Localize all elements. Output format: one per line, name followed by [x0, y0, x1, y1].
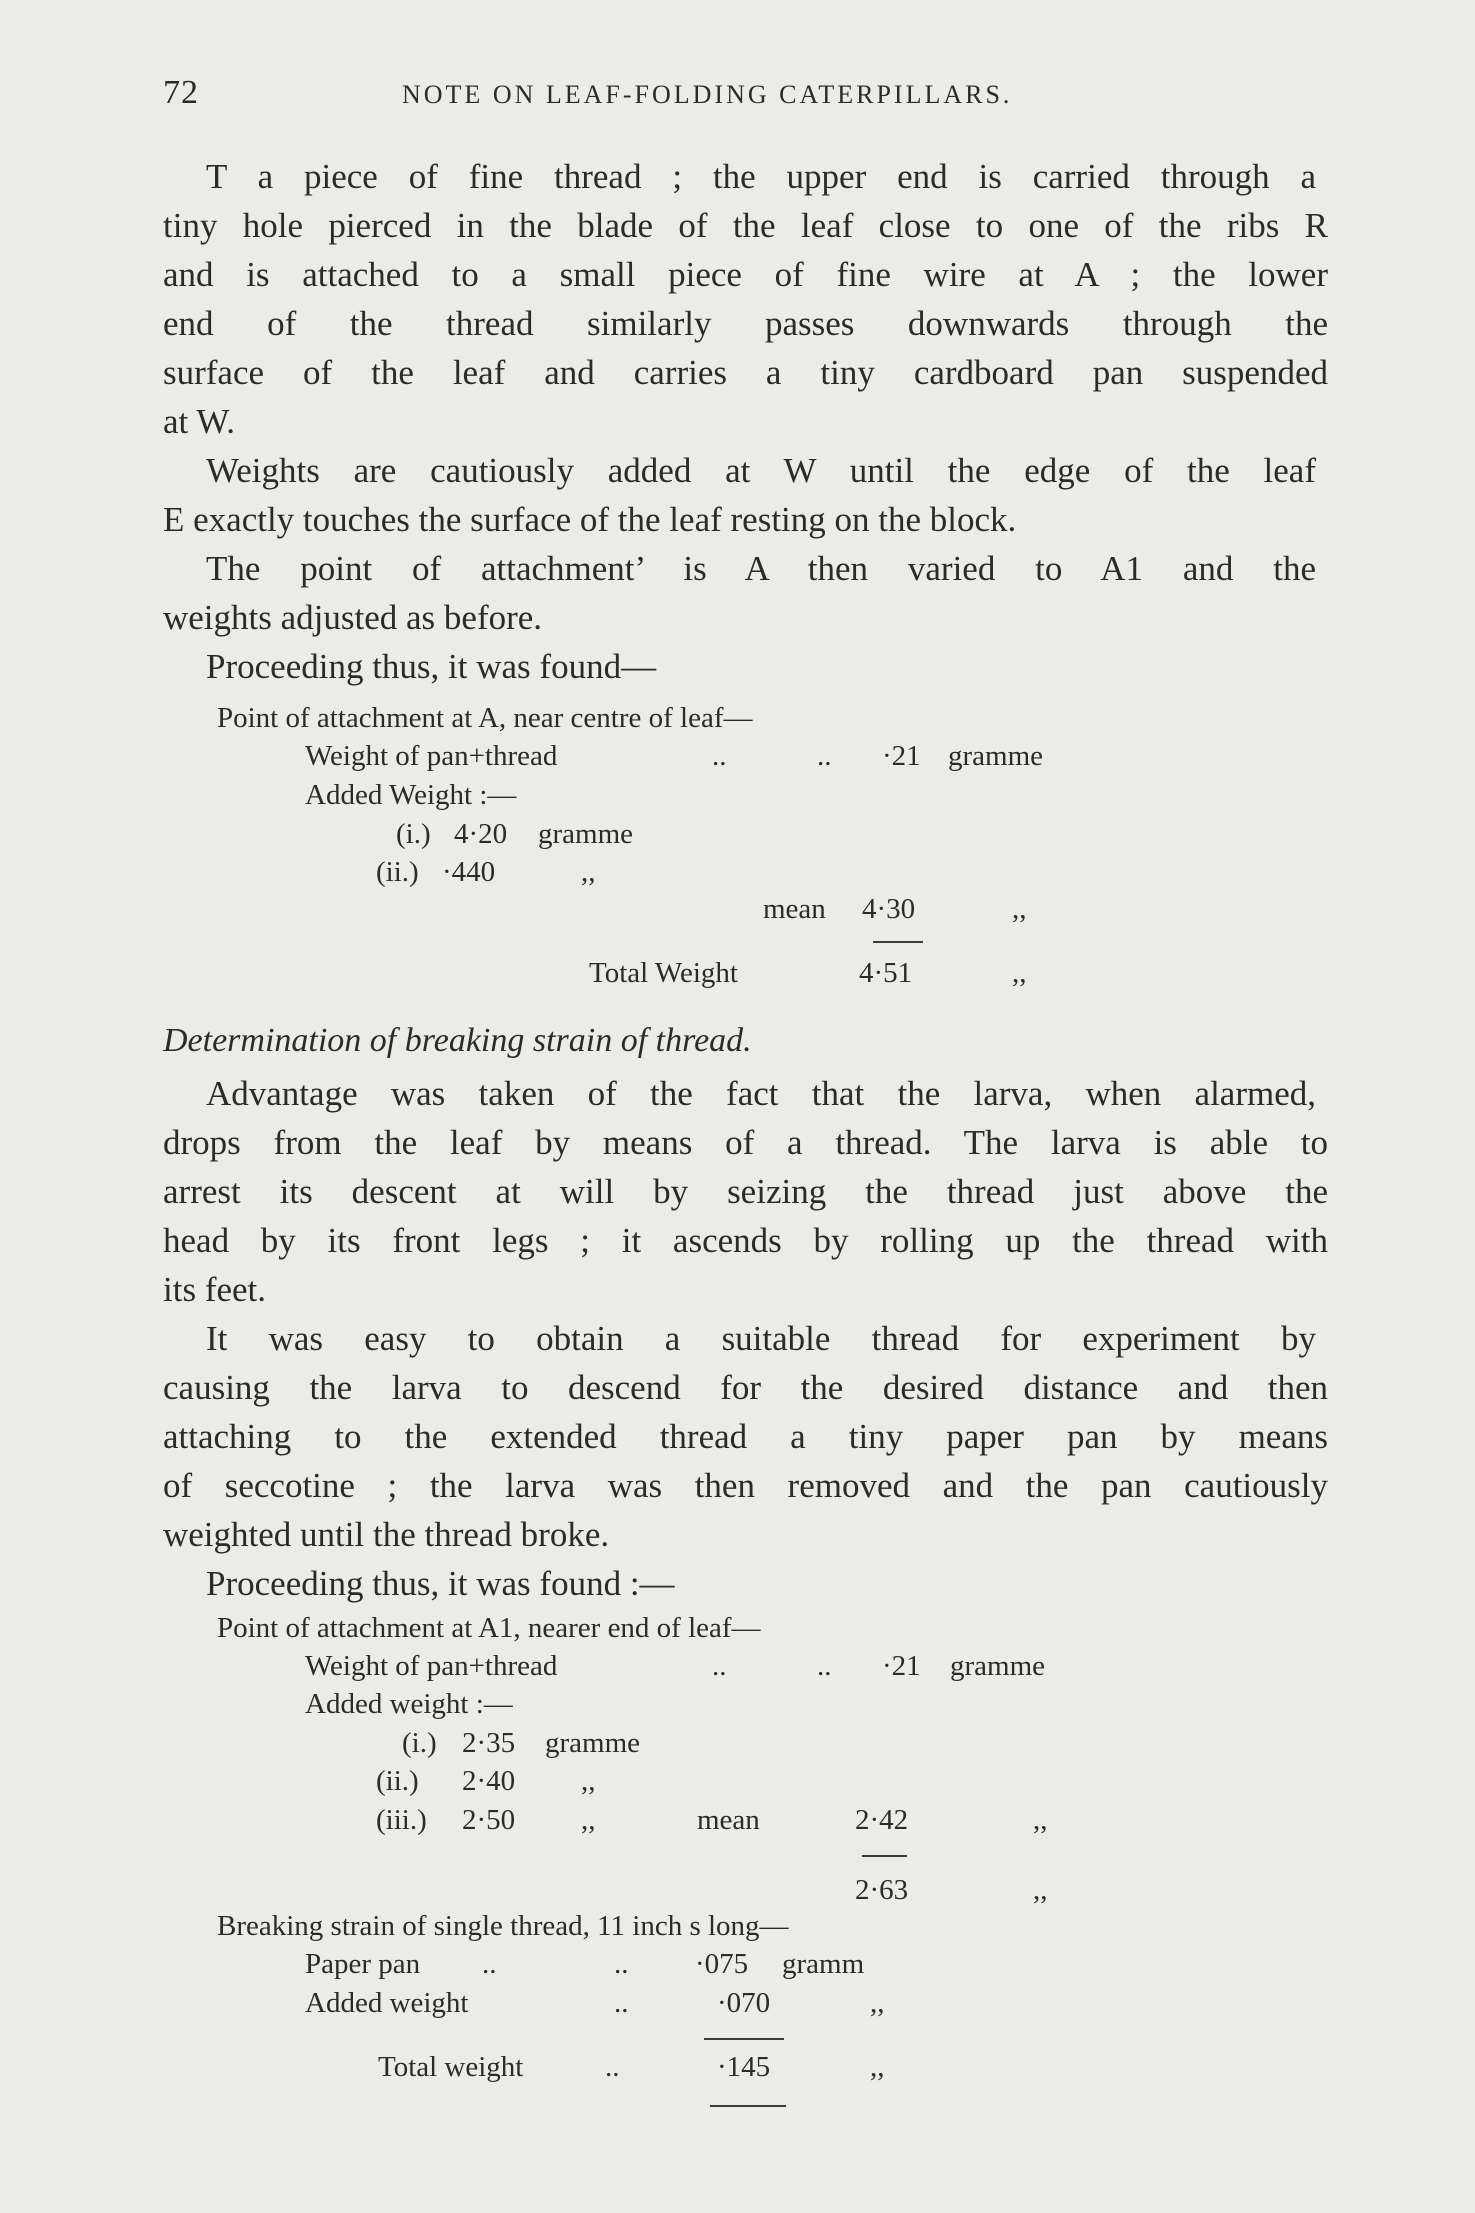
paragraph-7: Proceeding thus, it was found :—: [206, 1564, 675, 1603]
row-value: ·21: [882, 740, 921, 772]
table-heading: Point of attachment at A1, nearer end of leaf—: [217, 1612, 761, 1644]
sum-rule: [704, 2038, 784, 2040]
sum-rule: [873, 941, 923, 943]
row-unit: ,,: [581, 1804, 596, 1836]
leader-dots: ..: [614, 1948, 629, 1980]
text-line: end of the thread similarly passes downwards through the: [163, 304, 1328, 343]
leader-dots: ..: [605, 2051, 620, 2083]
row-value: 4·20: [454, 818, 508, 850]
row-unit: gramme: [545, 1727, 641, 1759]
row-number: (ii.): [376, 856, 419, 888]
total-value: 2·63: [855, 1874, 909, 1906]
leader-dots: ..: [614, 1987, 629, 2019]
row-value: ·440: [442, 856, 496, 888]
row-value: 2·50: [462, 1804, 516, 1836]
sum-rule: [862, 1855, 907, 1857]
leader-dots: ..: [712, 1650, 727, 1682]
mean-label: mean: [697, 1804, 760, 1836]
mean-value: 2·42: [855, 1804, 909, 1836]
row-label: Weight of pan+thread: [305, 1650, 558, 1682]
row-unit: gramme: [950, 1650, 1046, 1682]
text-line: at W.: [163, 402, 235, 441]
row-number: (ii.): [376, 1765, 419, 1797]
row-unit: ,,: [870, 1987, 885, 2019]
row-value: ·21: [882, 1650, 921, 1682]
text-line: weighted until the thread broke.: [163, 1515, 610, 1554]
paragraph-4: Proceeding thus, it was found—: [206, 647, 657, 686]
sub-heading: Added Weight :—: [305, 779, 517, 811]
text-line: The point of attachment’ is A then varied to A1 and the: [206, 549, 1316, 588]
text-line: arrest its descent at will by seizing the thread just above the: [163, 1172, 1328, 1211]
text-line: Advantage was taken of the fact that the larva, when alarmed,: [206, 1074, 1316, 1113]
text-line: causing the larva to descend for the desired distance and then: [163, 1368, 1328, 1407]
row-label: Added weight: [305, 1987, 469, 2019]
row-unit: ,,: [581, 856, 596, 888]
total-value: 4·51: [859, 957, 913, 989]
row-unit: gramm: [782, 1948, 865, 1980]
text-line: of seccotine ; the larva was then removed and the pan cautiously: [163, 1466, 1328, 1505]
row-label: Paper pan: [305, 1948, 421, 1980]
row-value: ·070: [717, 1987, 771, 2019]
total-unit: ,,: [1012, 957, 1027, 989]
running-title: NOTE ON LEAF-FOLDING CATERPILLARS.: [402, 80, 1013, 109]
text-line: tiny hole pierced in the blade of the leaf close to one of the ribs R: [163, 206, 1328, 245]
table-heading: Breaking strain of single thread, 11 inch s long—: [217, 1910, 789, 1942]
text-line: attaching to the extended thread a tiny paper pan by means: [163, 1417, 1328, 1456]
text-line: T a piece of fine thread ; the upper end is carried through a: [206, 157, 1316, 196]
row-number: (i.): [396, 818, 431, 850]
leader-dots: ..: [817, 740, 832, 772]
page-number: 72: [163, 74, 199, 111]
sub-heading: Added weight :—: [305, 1688, 513, 1720]
row-unit: gramme: [538, 818, 634, 850]
mean-unit: ,,: [1012, 893, 1027, 925]
text-line: drops from the leaf by means of a thread. The larva is able to: [163, 1123, 1328, 1162]
mean-label: mean: [763, 893, 826, 925]
row-value: 2·40: [462, 1765, 516, 1797]
row-label: Weight of pan+thread: [305, 740, 558, 772]
leader-dots: ..: [712, 740, 727, 772]
sum-rule: [710, 2105, 786, 2107]
text-line: E exactly touches the surface of the leaf resting on the block.: [163, 500, 1017, 539]
text-line: its feet.: [163, 1270, 267, 1309]
row-value: ·075: [695, 1948, 749, 1980]
section-heading: Determination of breaking strain of thread.: [163, 1022, 752, 1059]
mean-value: 4·30: [862, 893, 916, 925]
text-line: and is attached to a small piece of fine wire at A ; the lower: [163, 255, 1328, 294]
mean-unit: ,,: [1033, 1804, 1048, 1836]
total-label: Total Weight: [589, 957, 738, 989]
total-unit: ,,: [870, 2051, 885, 2083]
text-line: It was easy to obtain a suitable thread for experiment by: [206, 1319, 1316, 1358]
text-line: weights adjusted as before.: [163, 598, 543, 637]
row-unit: ,,: [581, 1765, 596, 1797]
text-line: head by its front legs ; it ascends by rolling up the thread with: [163, 1221, 1328, 1260]
total-label: Total weight: [378, 2051, 524, 2083]
row-number: (iii.): [376, 1804, 427, 1836]
leader-dots: ..: [817, 1650, 832, 1682]
row-unit: gramme: [948, 740, 1044, 772]
text-line: Weights are cautiously added at W until the edge of the leaf: [206, 451, 1316, 490]
leader-dots: ..: [482, 1948, 497, 1980]
row-number: (i.): [402, 1727, 437, 1759]
total-unit: ,,: [1033, 1874, 1048, 1906]
total-value: ·145: [717, 2051, 771, 2083]
row-value: 2·35: [462, 1727, 516, 1759]
table-heading: Point of attachment at A, near centre of leaf—: [217, 702, 753, 734]
text-line: surface of the leaf and carries a tiny cardboard pan suspended: [163, 353, 1328, 392]
